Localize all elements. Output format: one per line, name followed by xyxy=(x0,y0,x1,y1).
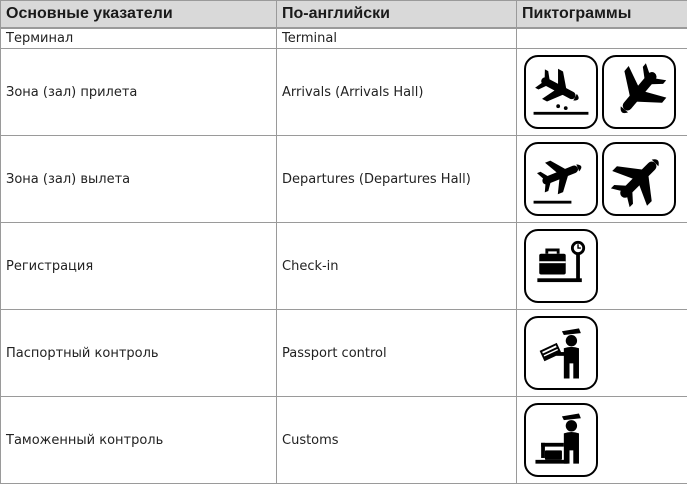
header-english: По-английски xyxy=(277,1,517,29)
table-row xyxy=(1,310,687,397)
header-main-signs: Основные указатели xyxy=(1,1,277,29)
row-icons-cell xyxy=(517,223,687,310)
customs-officer-icon xyxy=(524,403,598,477)
row-en-label: Arrivals (Arrivals Hall) xyxy=(277,49,517,136)
passport-control-officer-icon xyxy=(524,316,598,390)
row-ru-label: Таможенный контроль xyxy=(1,397,277,484)
table-row xyxy=(1,223,687,310)
header-pictograms: Пиктограммы xyxy=(517,1,687,29)
row-icons-cell xyxy=(517,310,687,397)
arrival-plane-landing-icon xyxy=(524,55,598,129)
row-en-label: Passport control xyxy=(277,310,517,397)
table-row xyxy=(1,28,687,49)
arrival-plane-descending-icon xyxy=(602,55,676,129)
row-en-label: Check-in xyxy=(277,223,517,310)
row-ru-label: Зона (зал) прилета xyxy=(1,49,277,136)
row-ru-label: Паспортный контроль xyxy=(1,310,277,397)
header-row xyxy=(1,1,687,29)
departure-plane-ascending-icon xyxy=(602,142,676,216)
check-in-baggage-scale-icon xyxy=(524,229,598,303)
row-icons-cell xyxy=(517,397,687,484)
table-row xyxy=(1,136,687,223)
table-row xyxy=(1,397,687,484)
table-row xyxy=(1,49,687,136)
departure-plane-takeoff-icon xyxy=(524,142,598,216)
row-en-label: Departures (Departures Hall) xyxy=(277,136,517,223)
row-icons-cell xyxy=(517,136,687,223)
row-ru-label: Зона (зал) вылета xyxy=(1,136,277,223)
row-en-label: Customs xyxy=(277,397,517,484)
row-icons-cell xyxy=(517,28,687,49)
row-ru-label: Регистрация xyxy=(1,223,277,310)
row-ru-label: Терминал xyxy=(1,28,277,49)
row-icons-cell xyxy=(517,49,687,136)
row-en-label: Terminal xyxy=(277,28,517,49)
